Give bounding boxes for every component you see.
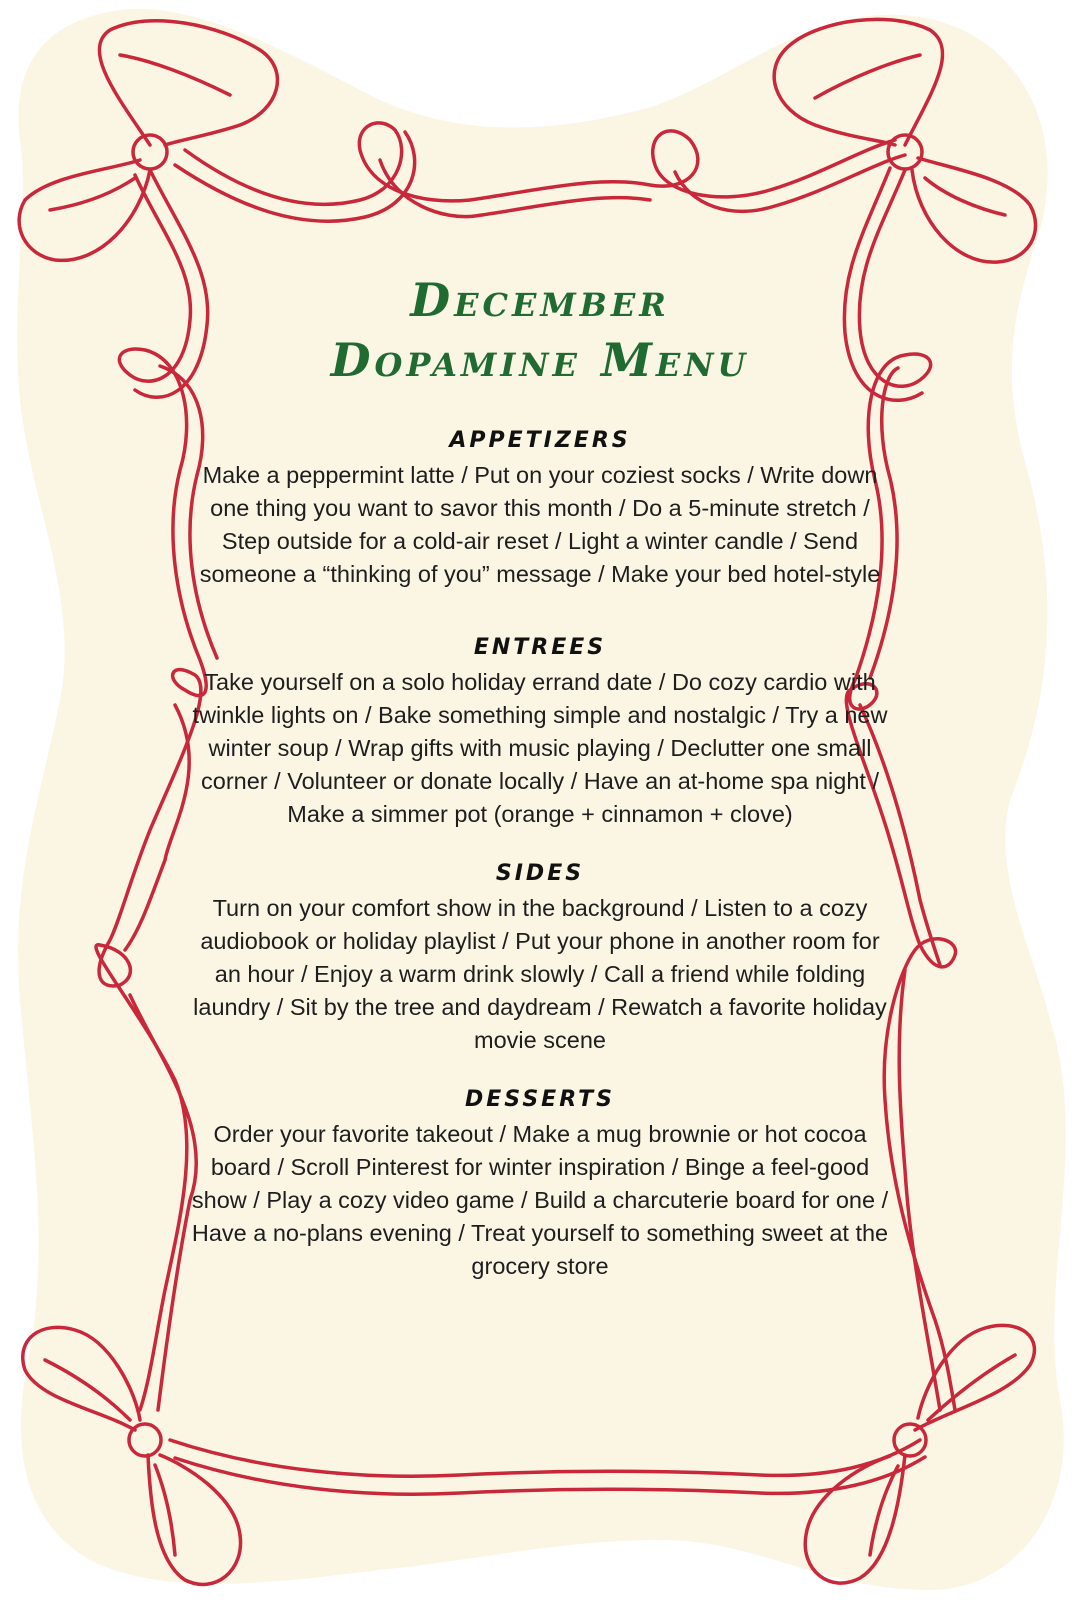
section-heading: APPETIZERS xyxy=(449,428,631,453)
section-heading: ENTREES xyxy=(473,635,607,660)
title-line-1: December xyxy=(410,273,670,327)
section-desserts xyxy=(190,1087,890,1283)
section-body: Take yourself on a solo holiday errand date / Do cozy cardio with twinkle lights on / Bake something simple and nostalgic / Try a new winter soup / Wrap gifts with music playing / Declutter one small corner / Volunteer or donate locally / Have an at-home spa night / Make a simmer pot (orange + cinnamon + clove) xyxy=(192,669,888,827)
section-body: Turn on your comfort show in the background / Listen to a cozy audiobook or holiday playlist / Put your phone in another room for an hour / Enjoy a warm drink slowly / Call a friend while folding laundry / Sit by the tree and daydream / Rewatch a favorite holiday movie scene xyxy=(193,895,887,1053)
section-body: Make a peppermint latte / Put on your coziest socks / Write down one thing you want to savor this month / Do a 5-minute stretch / Step outside for a cold-air reset / Light a winter candle / Send someone a “thinking of you” message / Make your bed hotel-style xyxy=(199,462,881,587)
section-entrees xyxy=(190,635,890,831)
menu-content xyxy=(190,270,890,1283)
page-title xyxy=(190,270,890,390)
section-heading: SIDES xyxy=(495,861,585,886)
title-line-2: Dopamine Menu xyxy=(330,333,750,387)
section-sides xyxy=(190,861,890,1057)
section-body: Order your favorite takeout / Make a mug brownie or hot cocoa board / Scroll Pinterest for winter inspiration / Binge a feel-good show / Play a cozy video game / Build a charcuterie board for one / Have a no-plans evening / Treat yourself to something sweet at the grocery store xyxy=(191,1121,889,1279)
section-heading: DESSERTS xyxy=(464,1087,616,1112)
section-appetizers xyxy=(190,428,890,591)
